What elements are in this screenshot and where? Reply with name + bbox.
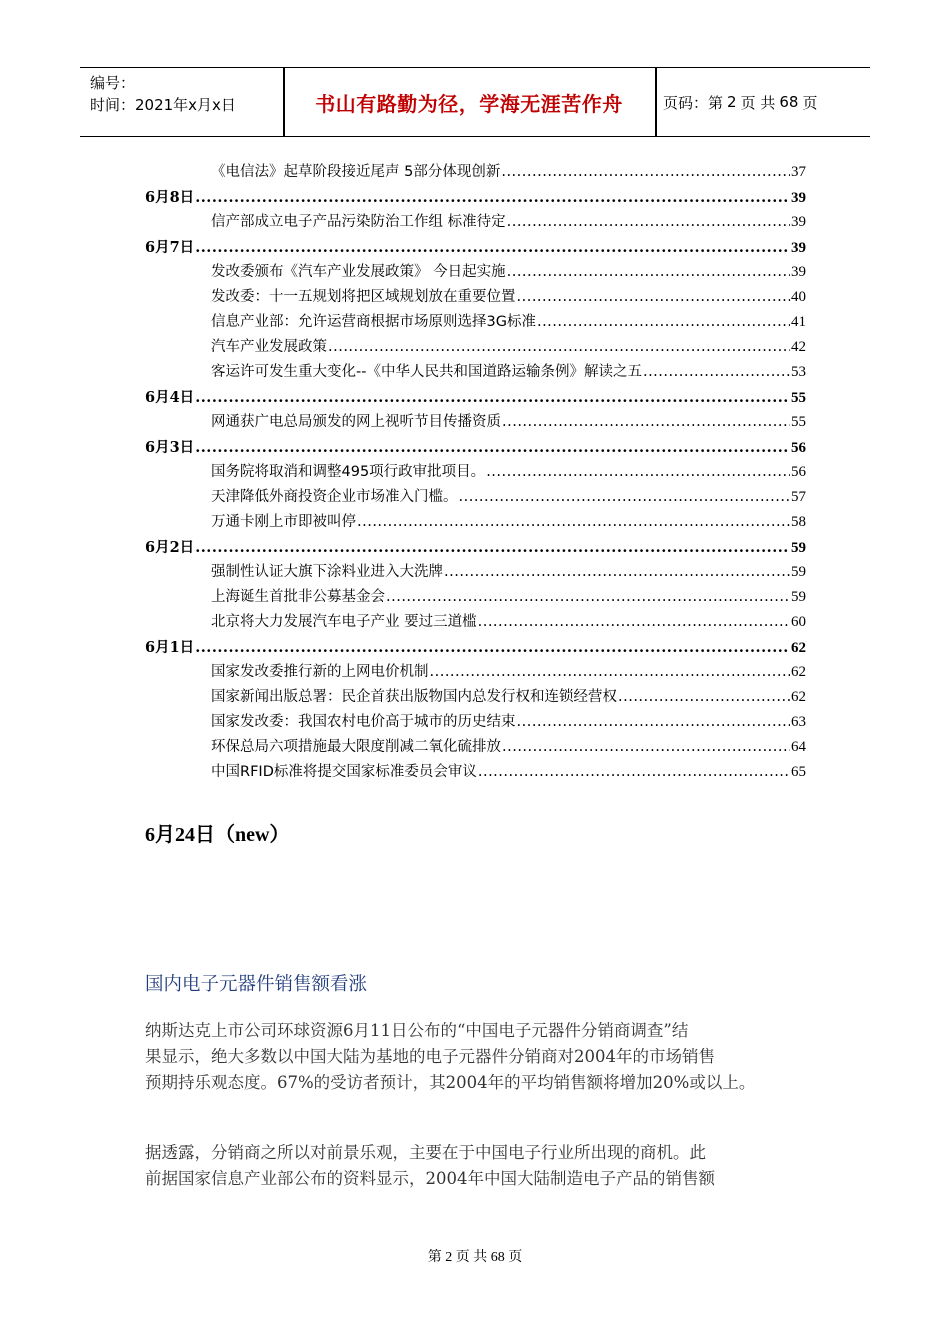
toc-title: 发改委：十一五规划将把区域规划放在重要位置 <box>211 289 516 305</box>
toc-page-number: 60 <box>791 614 806 630</box>
page-suffix: 页 <box>802 93 818 112</box>
paragraph-line: 据透露，分销商之所以对前景乐观，主要在于中国电子行业所出现的商机。此 <box>145 1143 706 1162</box>
toc-leader-dots <box>507 210 790 235</box>
toc-title: 万通卡刚上市即被叫停 <box>211 514 356 530</box>
header-page-number <box>663 68 817 136</box>
toc-entry-row[interactable] <box>145 760 806 785</box>
paragraph-line: 果显示，绝大多数以中国大陆为基地的电子元器件分销商对2004年的市场销售 <box>145 1047 715 1066</box>
paragraph-line: 预期持乐观态度。67%的受访者预计，其2004年的平均销售额将增加20%或以上。 <box>145 1073 756 1092</box>
toc-title: 汽车产业发展政策 <box>211 339 327 355</box>
paragraph-line: 纳斯达克上市公司环球资源6月11日公布的“中国电子元器件分销商调查”结 <box>145 1021 689 1040</box>
toc-title: 6月3日 <box>145 439 195 456</box>
toc-page-number: 39 <box>791 214 806 230</box>
toc-entry-row[interactable] <box>145 585 806 610</box>
toc-entry-row[interactable] <box>145 685 806 710</box>
page-num: 2 <box>727 93 737 111</box>
page-header <box>80 67 870 137</box>
article-title[interactable]: 国内电子元器件销售额看涨 <box>145 974 368 995</box>
toc-page-number: 53 <box>791 364 806 380</box>
toc-page-number: 39 <box>791 190 806 206</box>
page-prefix: 页码：第 <box>663 93 724 112</box>
toc-entry-row[interactable] <box>145 510 806 535</box>
toc-leader-dots <box>195 535 790 560</box>
toc-entry-row[interactable] <box>145 610 806 635</box>
toc-title: 6月2日 <box>145 539 195 556</box>
paragraph-line: 前据国家信息产业部公布的资料显示，2004年中国大陆制造电子产品的销售额 <box>145 1169 715 1188</box>
toc-page-number: 41 <box>791 314 806 330</box>
toc-leader-dots <box>195 435 790 460</box>
toc-leader-dots <box>459 485 791 510</box>
toc-leader-dots <box>328 335 790 360</box>
toc-leader-dots <box>517 710 791 735</box>
toc-title: 客运许可发生重大变化--《中华人民共和国道路运输条例》解读之五 <box>211 364 642 380</box>
toc-title: 6月4日 <box>145 389 195 406</box>
toc-title: 上海诞生首批非公募基金会 <box>211 589 385 605</box>
page-footer: 第 2 页 共 68 页 <box>427 1250 523 1265</box>
toc-title: 国家新闻出版总署：民企首获出版物国内总发行权和连锁经营权 <box>211 689 617 705</box>
toc-title: 国务院将取消和调整495项行政审批项目。 <box>211 464 486 480</box>
toc-page-number: 62 <box>791 640 806 656</box>
toc-entry-row[interactable] <box>145 710 806 735</box>
serial-label: 编号： <box>90 74 136 92</box>
toc-leader-dots <box>195 385 790 410</box>
toc-title: 6月1日 <box>145 639 195 656</box>
header-divider <box>655 68 657 136</box>
toc-leader-dots <box>517 285 791 310</box>
toc-entry-row[interactable] <box>145 360 806 385</box>
toc-leader-dots <box>502 735 790 760</box>
toc-date-row[interactable] <box>145 535 806 560</box>
date-heading: 6月24日（new） <box>145 824 290 846</box>
toc-page-number: 63 <box>791 714 806 730</box>
toc-title: 强制性认证大旗下涂料业进入大洗牌 <box>211 564 443 580</box>
toc-page-number: 55 <box>791 414 806 430</box>
header-meta <box>90 72 236 116</box>
toc-title: 信息产业部：允许运营商根据市场原则选择3G标准 <box>211 314 536 330</box>
toc-page-number: 40 <box>791 289 806 305</box>
toc-page-number: 56 <box>791 464 806 480</box>
toc-date-row[interactable] <box>145 635 806 660</box>
toc-leader-dots <box>430 660 791 685</box>
article-paragraph-1 <box>145 1018 825 1096</box>
toc-leader-dots <box>618 685 790 710</box>
toc-page-number: 55 <box>791 390 806 406</box>
toc-date-row[interactable] <box>145 435 806 460</box>
toc-entry-row[interactable] <box>145 485 806 510</box>
toc-title: 国家发改委：我国农村电价高于城市的历史结束 <box>211 714 516 730</box>
toc-date-row[interactable] <box>145 385 806 410</box>
toc-leader-dots <box>501 160 790 185</box>
toc-page-number: 59 <box>791 589 806 605</box>
toc-page-number: 57 <box>791 489 806 505</box>
toc-title: 中国RFID标准将提交国家标准委员会审议 <box>211 764 477 780</box>
toc-page-number: 37 <box>791 164 806 180</box>
toc-page-number: 42 <box>791 339 806 355</box>
toc-entry-row[interactable] <box>145 460 806 485</box>
toc-title: 北京将大力发展汽车电子产业 要过三道槛 <box>211 614 477 630</box>
toc-date-row[interactable] <box>145 185 806 210</box>
table-of-contents <box>145 160 806 785</box>
toc-leader-dots <box>444 560 790 585</box>
toc-entry-row[interactable] <box>145 560 806 585</box>
toc-leader-dots <box>507 260 790 285</box>
toc-leader-dots <box>478 610 790 635</box>
toc-leader-dots <box>357 510 790 535</box>
toc-leader-dots <box>195 635 790 660</box>
toc-title: 信产部成立电子产品污染防治工作组 标准待定 <box>211 214 506 230</box>
toc-page-number: 64 <box>791 739 806 755</box>
toc-page-number: 58 <box>791 514 806 530</box>
toc-page-number: 56 <box>791 440 806 456</box>
toc-entry-row[interactable] <box>145 410 806 435</box>
toc-page-number: 62 <box>791 664 806 680</box>
toc-leader-dots <box>502 410 790 435</box>
article-paragraph-2 <box>145 1140 825 1192</box>
page-mid: 页 共 <box>740 93 776 112</box>
toc-leader-dots <box>478 760 790 785</box>
toc-title: 6月8日 <box>145 189 195 206</box>
toc-page-number: 65 <box>791 764 806 780</box>
toc-entry-row[interactable] <box>145 260 806 285</box>
toc-title: 《电信法》起草阶段接近尾声 5部分体现创新 <box>211 164 501 180</box>
toc-title: 发改委颁布《汽车产业发展政策》 今日起实施 <box>211 264 506 280</box>
toc-leader-dots <box>486 460 790 485</box>
toc-entry-row[interactable] <box>145 310 806 335</box>
toc-page-number: 59 <box>791 564 806 580</box>
toc-page-number: 59 <box>791 540 806 556</box>
toc-leader-dots <box>386 585 790 610</box>
page-total: 68 <box>779 93 799 111</box>
toc-title: 国家发改委推行新的上网电价机制 <box>211 664 429 680</box>
toc-page-number: 62 <box>791 689 806 705</box>
toc-title: 天津降低外商投资企业市场准入门槛。 <box>211 489 458 505</box>
toc-entry-row[interactable] <box>145 285 806 310</box>
toc-title: 环保总局六项措施最大限度削减二氧化硫排放 <box>211 739 501 755</box>
toc-entry-row[interactable] <box>145 335 806 360</box>
toc-leader-dots <box>195 235 790 260</box>
toc-entry-row[interactable] <box>145 735 806 760</box>
toc-leader-dots <box>537 310 790 335</box>
toc-title: 6月7日 <box>145 239 195 256</box>
time-label: 时间：2021年x月x日 <box>90 96 236 114</box>
toc-leader-dots <box>643 360 790 385</box>
header-motto: 书山有路勤为径，学海无涯苦作舟 <box>315 91 623 116</box>
toc-page-number: 39 <box>791 240 806 256</box>
toc-entry-row[interactable] <box>145 160 806 185</box>
toc-leader-dots <box>195 185 790 210</box>
toc-page-number: 39 <box>791 264 806 280</box>
toc-title: 网通获广电总局颁发的网上视听节目传播资质 <box>211 414 501 430</box>
toc-entry-row[interactable] <box>145 660 806 685</box>
toc-date-row[interactable] <box>145 235 806 260</box>
toc-entry-row[interactable] <box>145 210 806 235</box>
